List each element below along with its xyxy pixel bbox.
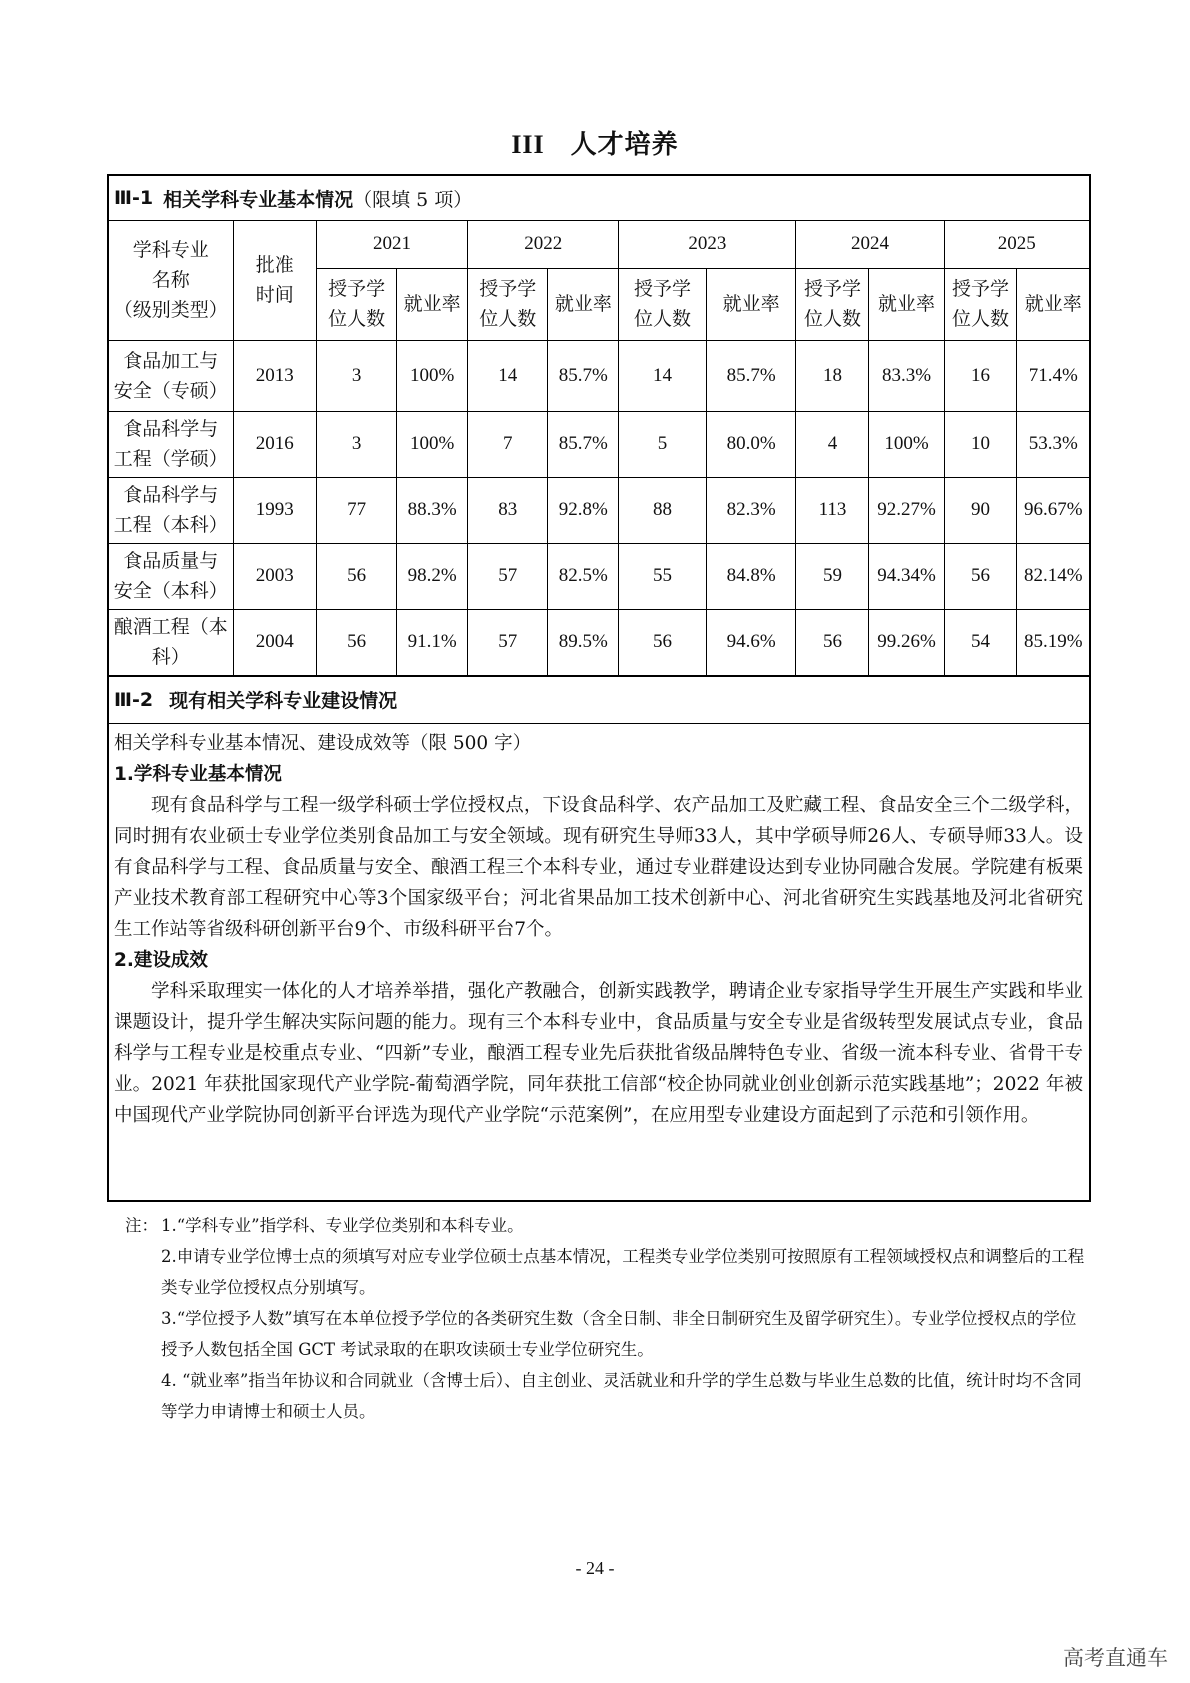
header-year-2022: 2022 <box>468 221 619 268</box>
cell-2021-rate: 98.2% <box>397 543 468 609</box>
cell-2021-degree: 77 <box>316 477 396 543</box>
cell-2023-degree: 88 <box>619 477 707 543</box>
row-time: 2004 <box>233 609 316 675</box>
cell-2024-degree: 4 <box>796 411 869 477</box>
section-number: III <box>511 130 545 159</box>
row-time: 2013 <box>233 340 316 411</box>
major-table <box>109 221 1089 676</box>
cell-2022-degree: 7 <box>468 411 548 477</box>
paragraph-basic: 现有食品科学与工程一级学科硕士学位授权点，下设食品科学、农产品加工及贮藏工程、食品安全三个二级学科，同时拥有农业硕士专业学位类别食品加工与安全领域。现有研究生导师33人，其中学硕导师26人、专硕导师33人。设有食品科学与工程、食品质量与安全、酿酒工程三个本科专业，通过专业群建设达到专业协同融合发展。学院建有板栗产业技术教育部工程研究中心等3个国家级平台；河北省果品加工技术创新中心、河北省研究生实践基地及河北省研究生工作站等省级科研创新平台9个、市级科研平台7个。 <box>114 794 1083 940</box>
cell-2021-rate: 88.3% <box>397 477 468 543</box>
note-item: 注： 1.“学科专业”指学科、专业学位类别和本科专业。 <box>125 1210 1085 1241</box>
cell-2022-degree: 83 <box>468 477 548 543</box>
section1-title: 相关学科专业基本情况 <box>163 188 354 211</box>
section2-body <box>109 724 1089 1131</box>
cell-2022-rate: 92.8% <box>548 477 619 543</box>
header-degree: 授予学 位人数 <box>316 268 396 340</box>
cell-2023-degree: 5 <box>619 411 707 477</box>
cell-2024-degree: 59 <box>796 543 869 609</box>
row-name: 食品质量与 安全（本科） <box>109 543 233 609</box>
cell-2022-rate: 85.7% <box>548 411 619 477</box>
section1-header <box>109 176 1089 221</box>
header-row-years <box>109 221 1089 268</box>
watermark: 高考直通车 <box>1063 1646 1168 1670</box>
cell-2021-degree: 56 <box>316 543 396 609</box>
header-name: 学科专业 名称 （级别类型） <box>109 221 233 340</box>
cell-2023-rate: 94.6% <box>706 609 796 675</box>
content-frame <box>107 174 1091 1202</box>
cell-2024-rate: 92.27% <box>869 477 944 543</box>
table-row <box>109 477 1089 543</box>
cell-2022-rate: 85.7% <box>548 340 619 411</box>
cell-2023-degree: 56 <box>619 609 707 675</box>
cell-2024-rate: 83.3% <box>869 340 944 411</box>
cell-2025-rate: 71.4% <box>1017 340 1089 411</box>
cell-2021-degree: 3 <box>316 340 396 411</box>
cell-2023-rate: 80.0% <box>706 411 796 477</box>
section2-header <box>109 676 1089 724</box>
header-year-2021: 2021 <box>316 221 467 268</box>
cell-2022-rate: 89.5% <box>548 609 619 675</box>
cell-2024-degree: 113 <box>796 477 869 543</box>
cell-2024-degree: 56 <box>796 609 869 675</box>
paragraph-achievements: 学科采取理实一体化的人才培养举措，强化产教融合，创新实践教学，聘请企业专家指导学生开展生产实践和毕业课题设计，提升学生解决实际问题的能力。现有三个本科专业中，食品质量与安全专业是省级转型发展试点专业，食品科学与工程专业是校重点专业、“四新”专业，酿酒工程专业先后获批省级品牌特色专业、省级一流本科专业、省骨干专业。2021 年获批国家现代产业学院-葡萄酒学院，同年获批工信部“校企协同就业创业创新示范实践基地”；2022 年被中国现代产业学院协同创新平台评选为现代产业学院“示范案例”，在应用型专业建设方面起到了示范和引领作用。 <box>114 980 1083 1126</box>
cell-2024-rate: 94.34% <box>869 543 944 609</box>
cell-2023-rate: 85.7% <box>706 340 796 411</box>
subheading-basic: 1.学科专业基本情况 <box>114 763 282 785</box>
table-row <box>109 340 1089 411</box>
row-time: 1993 <box>233 477 316 543</box>
notes-label: 注： <box>125 1216 158 1235</box>
header-degree: 授予学 位人数 <box>619 268 707 340</box>
row-time: 2003 <box>233 543 316 609</box>
section2-title: 现有相关学科专业建设情况 <box>169 690 398 712</box>
section2-intro: 相关学科专业基本情况、建设成效等（限 500 字） <box>114 732 532 754</box>
cell-2023-degree: 14 <box>619 340 707 411</box>
cell-2024-rate: 99.26% <box>869 609 944 675</box>
cell-2022-degree: 57 <box>468 609 548 675</box>
cell-2021-rate: 100% <box>397 411 468 477</box>
row-name: 酿酒工程（本 科） <box>109 609 233 675</box>
page-title <box>0 124 1190 161</box>
cell-2022-degree: 14 <box>468 340 548 411</box>
row-name: 食品科学与 工程（学硕） <box>109 411 233 477</box>
section1-code: Ⅲ-1 <box>114 187 154 209</box>
header-rate: 就业率 <box>869 268 944 340</box>
row-name: 食品科学与 工程（本科） <box>109 477 233 543</box>
note-item: 2.申请专业学位博士点的须填写对应专业学位硕士点基本情况，工程类专业学位类别可按照原有工程领域授权点和调整后的工程类专业学位授权点分别填写。 <box>161 1247 1085 1297</box>
cell-2024-degree: 18 <box>796 340 869 411</box>
cell-2025-rate: 96.67% <box>1017 477 1089 543</box>
cell-2025-degree: 16 <box>944 340 1017 411</box>
header-rate: 就业率 <box>397 268 468 340</box>
header-degree: 授予学 位人数 <box>468 268 548 340</box>
section2-code: Ⅲ-2 <box>114 688 154 711</box>
note-item: 4. “就业率”指当年协议和合同就业（含博士后）、自主创业、灵活就业和升学的学生总数与毕业生总数的比值，统计时均不含同等学力申请博士和硕士人员。 <box>161 1371 1082 1421</box>
section-title: 人才培养 <box>570 130 679 160</box>
table-row <box>109 609 1089 675</box>
cell-2025-rate: 82.14% <box>1017 543 1089 609</box>
note-item: 3.“学位授予人数”填写在本单位授予学位的各类研究生数（含全日制、非全日制研究生及留学研究生）。专业学位授权点的学位授予人数包括全国 GCT 考试录取的在职攻读硕士专业学位研究生。 <box>161 1309 1077 1359</box>
cell-2021-rate: 100% <box>397 340 468 411</box>
header-year-2023: 2023 <box>619 221 796 268</box>
cell-2022-rate: 82.5% <box>548 543 619 609</box>
cell-2022-degree: 57 <box>468 543 548 609</box>
cell-2025-degree: 54 <box>944 609 1017 675</box>
notes <box>125 1210 1085 1427</box>
cell-2023-rate: 84.8% <box>706 543 796 609</box>
header-year-2024: 2024 <box>796 221 944 268</box>
section1-note: （限填 5 项） <box>353 188 473 211</box>
cell-2021-degree: 3 <box>316 411 396 477</box>
header-degree: 授予学 位人数 <box>796 268 869 340</box>
cell-2023-degree: 55 <box>619 543 707 609</box>
cell-2024-rate: 100% <box>869 411 944 477</box>
table-row <box>109 543 1089 609</box>
cell-2025-rate: 53.3% <box>1017 411 1089 477</box>
row-name: 食品加工与 安全（专硕） <box>109 340 233 411</box>
header-year-2025: 2025 <box>944 221 1089 268</box>
subheading-achievements: 2.建设成效 <box>114 949 208 971</box>
cell-2025-rate: 85.19% <box>1017 609 1089 675</box>
cell-2021-degree: 56 <box>316 609 396 675</box>
row-time: 2016 <box>233 411 316 477</box>
page-number: - 24 - <box>575 1558 615 1578</box>
cell-2025-degree: 90 <box>944 477 1017 543</box>
header-time: 批准 时间 <box>233 221 316 340</box>
header-rate: 就业率 <box>706 268 796 340</box>
cell-2023-rate: 82.3% <box>706 477 796 543</box>
header-rate: 就业率 <box>1017 268 1089 340</box>
header-rate: 就业率 <box>548 268 619 340</box>
cell-2025-degree: 56 <box>944 543 1017 609</box>
header-degree: 授予学 位人数 <box>944 268 1017 340</box>
cell-2025-degree: 10 <box>944 411 1017 477</box>
cell-2021-rate: 91.1% <box>397 609 468 675</box>
table-row <box>109 411 1089 477</box>
